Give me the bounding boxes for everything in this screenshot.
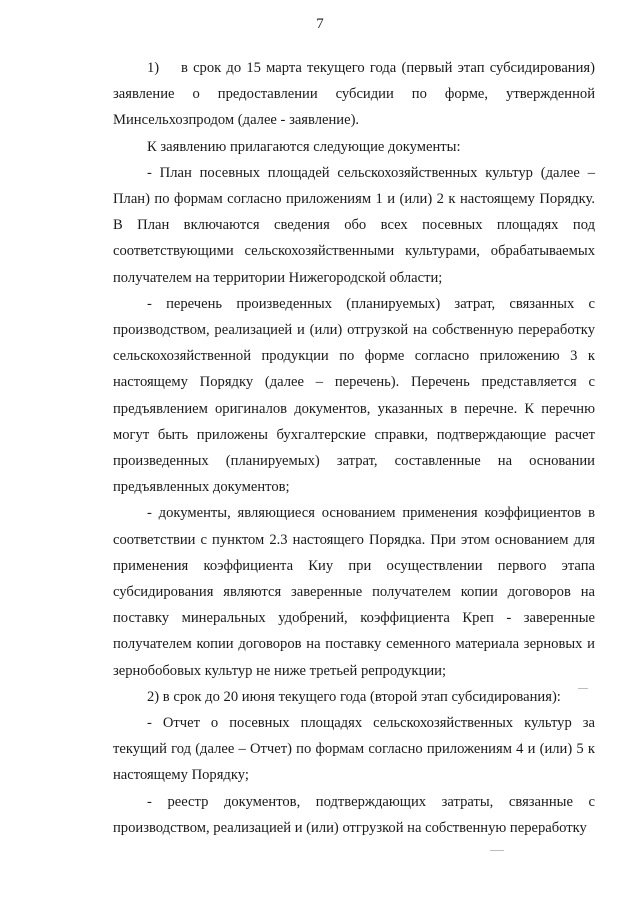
- scan-speck: [490, 850, 504, 851]
- paragraph-item-1: [113, 55, 595, 134]
- document-body: [113, 55, 595, 841]
- paragraph-cost-list: - перечень произведенных (планируемых) затрат, связанных с производством, реализацией и (или) отгрузкой на собственную переработку сельскохозяйственной продукции по форме согласно приложению 3 к настоящему Порядку (далее – перечень). Перечень представляется с предъявлением оригиналов документов, указанных в перечне. К перечню могут быть приложены бухгалтерские справки, подтверждающие расчет произведенных (планируемых) затрат, составленные на основании предъявленных документов;: [113, 295, 595, 496]
- page-number: 7: [316, 16, 324, 32]
- paragraph-sowing-plan: - План посевных площадей сельскохозяйственных культур (далее – План) по формам согласно приложениям 1 и (или) 2 к настоящему Порядку. В План включаются сведения обо всех посевных площадях под соответствующими сельскохозяйственными культурами, обрабатываемых получателем на территории Нижегородской области;: [113, 164, 595, 286]
- paragraph-attachments-intro: К заявлению прилагаются следующие документы:: [147, 138, 461, 155]
- paragraph-item-2: 2) в срок до 20 июня текущего года (второй этап субсидирования):: [147, 688, 561, 705]
- paragraph-document-registry: - реестр документов, подтверждающих затраты, связанные с производством, реализацией и (или) отгрузкой на собственную переработку: [113, 793, 595, 836]
- item-number: 1): [147, 60, 160, 76]
- paragraph-coefficient-documents: - документы, являющиеся основанием применения коэффициентов в соответствии с пунктом 2.3 настоящего Порядка. При этом основанием для применения коэффициента Киу при осуществлении первого этапа субсидирования являются заверенные получателем копии договоров на поставку минеральных удобрений, коэффициента Креп - заверенные получателем копии договоров на поставку семенного материала зерновых и зернобобовых культур не ниже третьей репродукции;: [113, 505, 595, 679]
- scan-speck: [578, 688, 588, 689]
- paragraph-text: в срок до 15 марта текущего года (первый этап субсидирования) заявление о предоставлении субсидии по форме, утвержденной Минсельхозпродом (далее - заявление).: [113, 60, 595, 129]
- paragraph-sowing-report: - Отчет о посевных площадях сельскохозяйственных культур за текущий год (далее – Отчет) по формам согласно приложениям 4 и (или) 5 к настоящему Порядку;: [113, 715, 595, 784]
